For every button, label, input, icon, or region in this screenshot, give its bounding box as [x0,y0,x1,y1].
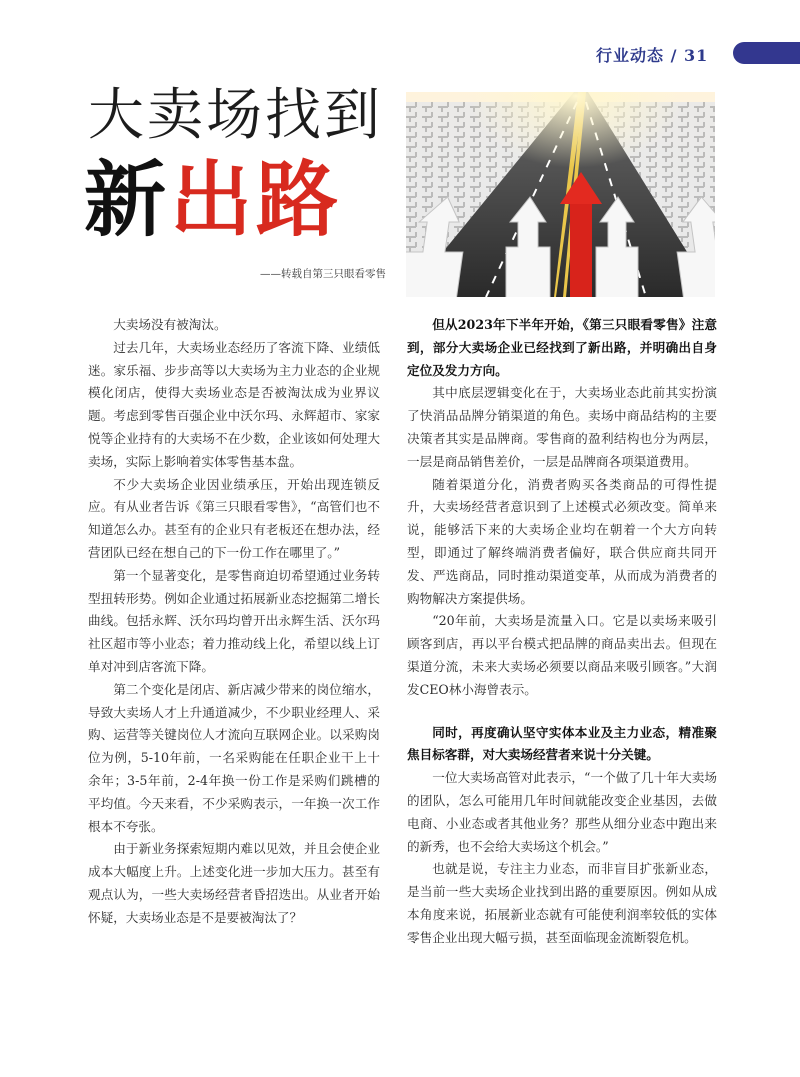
subheading: 但从2023年下半年开始，《第三只眼看零售》注意到，部分大卖场企业已经找到了新出路，并明确出自身定位及发力方向。 [407,317,717,378]
headline-line-1: 大卖场找到 [88,83,383,148]
paragraph: 一位大卖场高管对此表示，“一个做了几十年大卖场的团队，怎么可能用几年时间就能改变企业基因，去做电商、小业态或者其他业务？那些从细分业态中跑出来的新秀，也不会给大卖场这个机会。” [407,770,717,854]
paragraph: 不少大卖场企业因业绩承压，开始出现连锁反应。有从业者告诉《第三只眼看零售》，“高管们也不知道怎么办。甚至有的企业只有老板还在想办法，经营团队已经在想自己的下一份工作在哪里了。” [88,476,380,560]
header-accent-bar [733,42,800,64]
article-column-right [407,314,717,950]
subheading: 同时，再度确认坚守实体本业及主力业态，精准聚焦目标客群，对大卖场经营者来说十分关键。 [407,724,717,763]
headline-prefix: 新 [84,153,171,248]
headline-line-2 [84,153,394,248]
paragraph: “20年前，大卖场是流量入口。它是以卖场来吸引顾客到店，再以平台模式把品牌的商品卖出去。但现在渠道分流，未来大卖场必须要以商品来吸引顾客。”大润发CEO林小海曾表示。 [407,613,717,697]
paragraph: 过去几年，大卖场业态经历了客流下降、业绩低迷。家乐福、步步高等以大卖场为主力业态的企业规模化闭店，使得大卖场业态是否被淘汰成为业界议题。考虑到零售百强企业中沃尔玛、永辉超市、家家悦等企业持有的大卖场不在少数，企业该如何处理大卖场，实际上影响着实体零售基本盘。 [88,339,380,469]
paragraph: 第一个显著变化，是零售商迫切希望通过业务转型扭转形势。例如企业通过拓展新业态挖掘第二增长曲线。包括永辉、沃尔玛均曾开出永辉生活、沃尔玛社区超市等小业态；着力推动线上化，希望以线上订单对冲到店客流下降。 [88,567,380,674]
source-byline: ——转载自第三只眼看零售 [260,268,386,280]
paragraph: 也就是说，专注主力业态，而非盲目扩张新业态，是当前一些大卖场企业找到出路的重要原因。例如从成本角度来说，拓展新业态就有可能使利润率较低的实体零售企业出现大幅亏损，甚至面临现金流断裂危机。 [407,861,717,945]
paragraph: 大卖场没有被淘汰。 [113,317,227,332]
hero-image-maze-road [406,92,715,297]
paragraph: 第二个变化是闭店、新店减少带来的岗位缩水，导致大卖场人才上升通道减少，不少职业经理人、采购、运营等关键岗位人才流向互联网企业。以采购岗位为例，5-10年前，一名采购能在任职企业干上十余年；3-5年前，2-4年换一份工作是采购们跳槽的平均值。今天来看，不少采购表示，一年换一次工作根本不夸张。 [88,681,380,834]
paragraph: 其中底层逻辑变化在于，大卖场业态此前其实扮演了快消品品牌分销渠道的角色。卖场中商品结构的主要决策者其实是品牌商。零售商的盈利结构也分为两层，一层是商品销售差价，一层是品牌商各项渠道费用。 [407,385,717,469]
paragraph: 由于新业务探索短期内难以见效，并且会使企业成本大幅度上升。上述变化进一步加大压力。甚至有观点认为，一些大卖场经营者昏招迭出。从业者开始怀疑，大卖场业态是不是要被淘汰了？ [88,841,380,925]
headline-highlight: 出路 [170,153,343,248]
section-page-label: 行业动态 / 31 [596,46,709,65]
article-column-left [88,314,380,930]
paragraph: 随着渠道分化，消费者购买各类商品的可得性提升，大卖场经营者意识到了上述模式必须改变。简单来说，能够活下来的大卖场企业均在朝着一个大方向转型，即通过了解终端消费者偏好，联合供应商共同开发、严选商品，同时推动渠道变革，从而成为消费者的购物解决方案提供场。 [407,476,717,606]
